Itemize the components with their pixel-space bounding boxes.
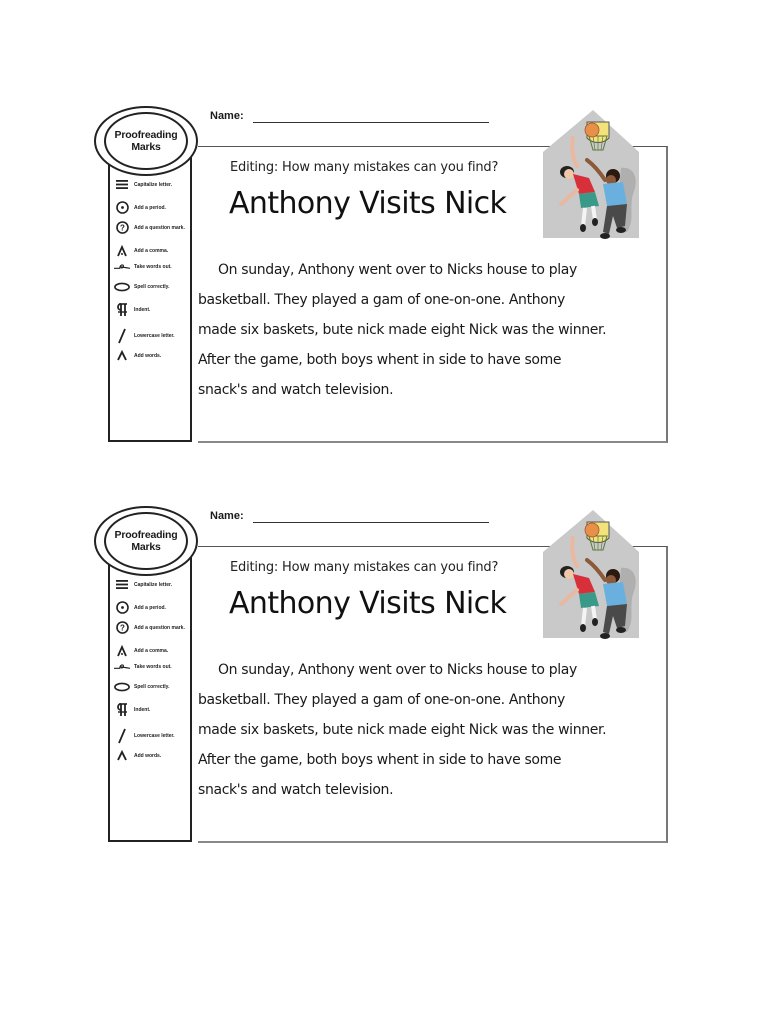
proofreading-title-line2: Marks — [131, 541, 161, 553]
proofreading-mark-item — [114, 350, 188, 361]
slash-icon — [114, 328, 130, 344]
circled-question-icon — [114, 621, 130, 634]
name-label: Name: — [210, 110, 244, 122]
proofreading-mark-label: Add words. — [134, 352, 162, 359]
proofreading-mark-item — [114, 180, 188, 189]
story-line: made six baskets, bute nick made eight Nick was the winner. — [198, 322, 607, 338]
proofreading-mark-item — [114, 662, 188, 671]
delete-loop-icon — [114, 662, 130, 671]
proofreading-title-line2: Marks — [131, 141, 161, 153]
proofreading-mark-label: Add words. — [134, 752, 162, 759]
story-line: On sunday, Anthony went over to Nicks house to play — [218, 662, 577, 678]
story-paragraph — [198, 255, 668, 405]
proofreading-mark-label: Add a question mark. — [134, 624, 185, 631]
proofreading-mark-item — [114, 703, 188, 717]
proofreading-mark-item — [114, 621, 188, 634]
circled-dot-icon — [114, 601, 130, 614]
proofreading-mark-item — [114, 645, 188, 657]
circled-question-icon — [114, 221, 130, 234]
caret-icon — [114, 350, 130, 361]
caret-comma-icon — [114, 245, 130, 257]
story-title: Anthony Visits Nick — [229, 186, 507, 221]
proofreading-mark-item — [114, 245, 188, 257]
proofreading-mark-label: Spell correctly. — [134, 284, 170, 290]
triple-line-icon — [114, 580, 130, 589]
proofreading-mark-label: Take words out. — [134, 663, 172, 670]
story-line: On sunday, Anthony went over to Nicks house to play — [218, 262, 577, 278]
proofreading-mark-label: Add a period. — [134, 604, 166, 611]
proofreading-title-line1: Proofreading — [114, 529, 178, 541]
story-line: basketball. They played a gam of one-on-one. Anthony — [198, 692, 565, 708]
proofreading-mark-label: Add a comma. — [134, 248, 169, 254]
proofreading-mark-label: Spell correctly. — [134, 684, 170, 690]
proofreading-mark-item — [114, 282, 188, 292]
proofreading-mark-item — [114, 221, 188, 234]
proofreading-mark-item — [114, 262, 188, 271]
svg-text:?: ? — [119, 223, 125, 233]
story-line: snack's and watch television. — [198, 382, 394, 398]
story-line: basketball. They played a gam of one-on-one. Anthony — [198, 292, 565, 308]
circled-dot-icon — [114, 201, 130, 214]
proofreading-title-badge — [104, 512, 188, 570]
story-title: Anthony Visits Nick — [229, 586, 507, 621]
proofreading-mark-item — [114, 328, 188, 344]
story-line: After the game, both boys whent in side to have some — [198, 752, 562, 768]
worksheet-1 — [0, 100, 768, 460]
paragraph-icon — [114, 303, 130, 317]
name-input-line[interactable] — [253, 522, 489, 523]
instruction-text: Editing: How many mistakes can you find? — [230, 560, 499, 575]
delete-loop-icon — [114, 262, 130, 271]
story-line: After the game, both boys whent in side to have some — [198, 352, 562, 368]
proofreading-mark-label: Indent. — [134, 707, 151, 713]
proofreading-mark-label: Add a question mark. — [134, 224, 185, 231]
proofreading-mark-label: Lowercase letter. — [134, 733, 175, 739]
proofreading-mark-label: Indent. — [134, 307, 151, 313]
proofreading-mark-item — [114, 728, 188, 744]
proofreading-mark-item — [114, 750, 188, 761]
proofreading-mark-label: Add a comma. — [134, 648, 169, 654]
story-paragraph — [198, 655, 668, 805]
instruction-text: Editing: How many mistakes can you find? — [230, 160, 499, 175]
proofreading-mark-item — [114, 580, 188, 589]
story-line: made six baskets, bute nick made eight Nick was the winner. — [198, 722, 607, 738]
worksheet-2 — [0, 500, 768, 860]
triple-line-icon — [114, 180, 130, 189]
proofreading-title-line1: Proofreading — [114, 129, 178, 141]
proofreading-mark-label: Capitalize letter. — [134, 181, 173, 188]
oval-icon — [114, 282, 130, 292]
caret-icon — [114, 750, 130, 761]
name-label: Name: — [210, 510, 244, 522]
proofreading-title-badge — [104, 112, 188, 170]
proofreading-mark-label: Lowercase letter. — [134, 333, 175, 339]
basketball-illustration — [543, 508, 667, 640]
caret-comma-icon — [114, 645, 130, 657]
proofreading-mark-label: Add a period. — [134, 204, 166, 211]
svg-text:?: ? — [119, 623, 125, 633]
slash-icon — [114, 728, 130, 744]
proofreading-mark-item — [114, 601, 188, 614]
story-line: snack's and watch television. — [198, 782, 394, 798]
proofreading-mark-item — [114, 682, 188, 692]
proofreading-mark-label: Capitalize letter. — [134, 581, 173, 588]
paragraph-icon — [114, 703, 130, 717]
proofreading-mark-item — [114, 201, 188, 214]
basketball-illustration — [543, 108, 667, 240]
proofreading-mark-item — [114, 303, 188, 317]
proofreading-mark-label: Take words out. — [134, 263, 172, 270]
oval-icon — [114, 682, 130, 692]
name-input-line[interactable] — [253, 122, 489, 123]
